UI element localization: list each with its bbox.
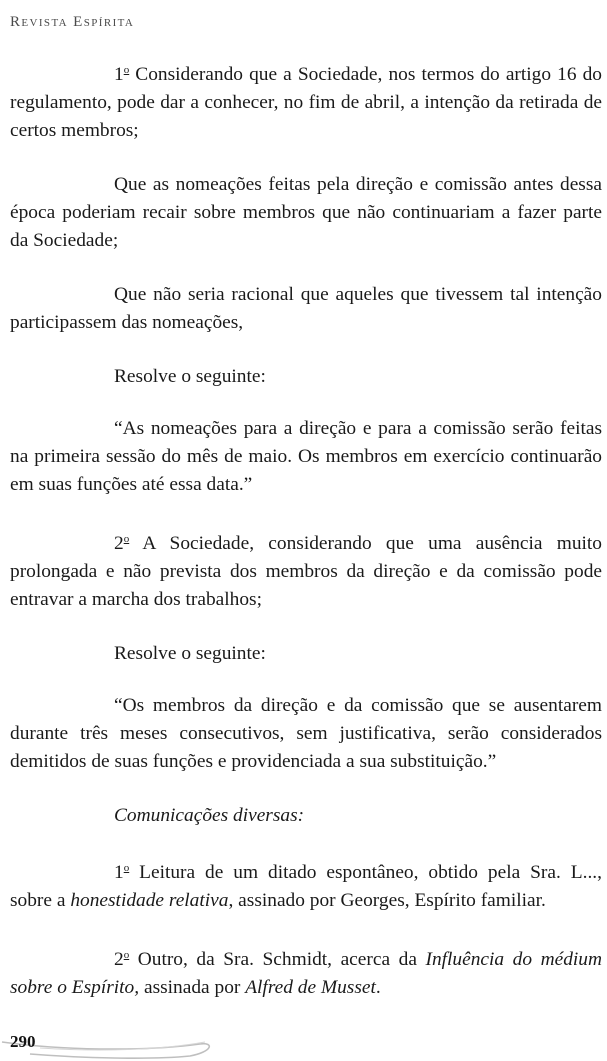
running-head: Revista Espírita: [10, 14, 135, 30]
paragraph-text: assinada por: [139, 977, 246, 998]
body-text: [10, 56, 602, 1028]
item-number: 1: [114, 862, 124, 883]
italic-author: Alfred de Musset: [245, 977, 376, 998]
paragraph-text: Leitura de um ditado espontâneo, obtido pela Sra. L..., sobre a: [10, 862, 602, 911]
ordinal-mark: o: [123, 949, 130, 961]
item-number: 2: [114, 533, 124, 554]
section-heading-text: Comunicações diversas:: [114, 805, 305, 826]
italic-title: Influência do médium sobre o Espírito,: [10, 949, 602, 998]
section-heading: [10, 802, 602, 830]
page-number: 290: [10, 1032, 36, 1051]
item-number: 2: [114, 949, 124, 970]
paragraph-text: , assinado por Georges, Espírito familiar.: [228, 890, 546, 911]
resolution-2-quote: “Os membros da direção e da comissão que se ausentarem durante três meses consecutivos, sem justificativa, serão considerados demitidos de suas funções e providenciada a sua substituição.”: [10, 695, 602, 772]
resolution-label-1: Resolve o seguinte:: [114, 366, 266, 387]
italic-title: honestidade relativa: [70, 890, 229, 911]
paragraph-text: .: [375, 977, 381, 998]
paragraph-3: Que não seria racional que aqueles que tivessem tal intenção participassem das nomeações,: [10, 284, 602, 333]
ordinal-mark: o: [123, 64, 130, 76]
communication-2: [10, 941, 602, 1002]
paragraph-text: A Sociedade, considerando que uma ausência muito prolongada e não prevista dos membros da direção e da comissão pode entravar a marcha dos trabalhos;: [10, 533, 602, 610]
item-number: 1: [114, 64, 124, 85]
ordinal-mark: o: [123, 533, 130, 545]
resolution-label-2: Resolve o seguinte:: [114, 643, 266, 664]
paragraph-text: Outro, da Sra. Schmidt, acerca da: [129, 949, 426, 970]
ordinal-mark: o: [123, 862, 130, 874]
communication-1: [10, 854, 602, 915]
paragraph-text: Considerando que a Sociedade, nos termos do artigo 16 do regulamento, pode dar a conhecer, no fim de abril, a intenção da retirada de certos membros;: [10, 64, 602, 141]
paragraph-6: [10, 525, 602, 614]
paragraph-2: Que as nomeações feitas pela direção e comissão antes dessa época poderiam recair sobre membros que não continuariam a fazer parte da Sociedade;: [10, 174, 602, 251]
resolution-1-quote: “As nomeações para a direção e para a comissão serão feitas na primeira sessão do mês de maio. Os membros em exercício continuarão em suas funções até essa data.”: [10, 418, 602, 495]
paragraph-1: [10, 56, 602, 145]
